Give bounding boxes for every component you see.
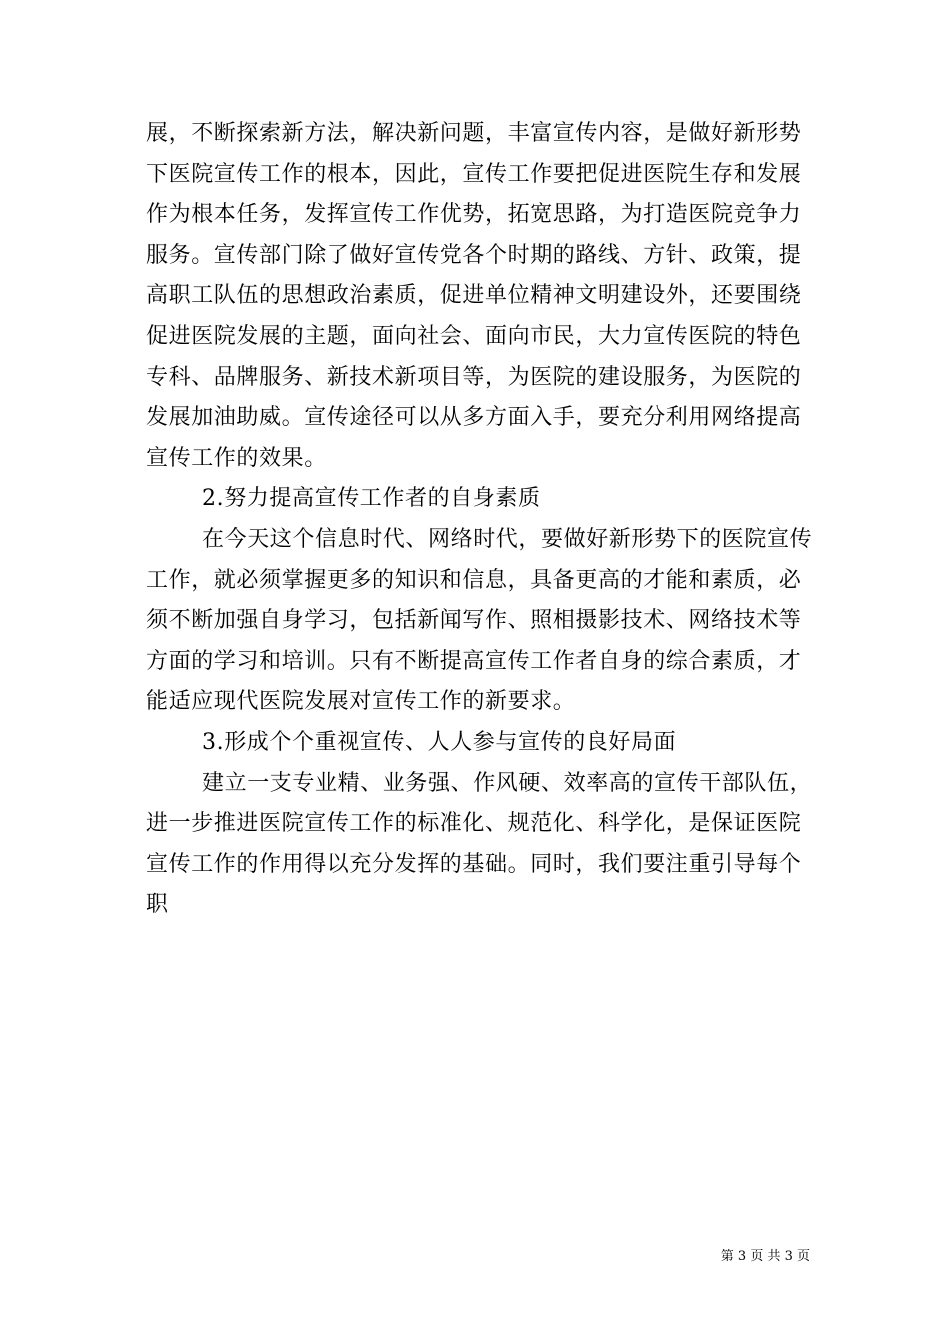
body-text-line: 方面的学习和培训。只有不断提高宣传工作者自身的综合素质，才 [146, 648, 802, 674]
body-text-line: 进一步推进医院宣传工作的标准化、规范化、科学化，是保证医院 [146, 811, 802, 837]
body-text-line: 展，不断探索新方法，解决新问题，丰富宣传内容，是做好新形势 [146, 121, 802, 146]
body-text-line: 须不断加强自身学习，包括新闻写作、照相摄影技术、网络技术等 [146, 608, 802, 634]
section-heading-2: 2.努力提高宣传工作者的自身素质 [202, 486, 541, 512]
body-text-line: 宣传工作的作用得以充分发挥的基础。同时，我们要注重引导每个 [146, 851, 802, 877]
body-text-line: 能适应现代医院发展对宣传工作的新要求。 [146, 689, 576, 715]
section-heading-3: 3.形成个个重视宣传、人人参与宣传的良好局面 [202, 729, 677, 755]
document-body [146, 114, 813, 926]
body-text-line: 服务。宣传部门除了做好宣传党各个时期的路线、方针、政策，提 [146, 242, 802, 268]
page-number-footer: 第 3 页 共 3 页 [720, 1249, 810, 1264]
body-text-line: 工作，就必须掌握更多的知识和信息，具备更高的才能和素质，必 [146, 567, 802, 593]
body-text-line: 作为根本任务，发挥宣传工作优势，拓宽思路，为打造医院竞争力 [146, 202, 802, 228]
body-text-line: 高职工队伍的思想政治素质，促进单位精神文明建设外，还要围绕 [146, 283, 802, 309]
body-text-line: 宣传工作的效果。 [146, 445, 327, 471]
paragraph-first-line: 建立一支专业精、业务强、作风硬、效率高的宣传干部队伍， [202, 770, 813, 796]
body-text-line: 下医院宣传工作的根本，因此，宣传工作要把促进医院生存和发展 [146, 161, 802, 187]
body-text-line: 促进医院发展的主题，面向社会、面向市民，大力宣传医院的特色 [146, 323, 802, 349]
body-text-line: 职 [146, 892, 169, 918]
body-text-line: 专科、品牌服务、新技术新项目等，为医院的建设服务，为医院的 [146, 364, 802, 390]
paragraph-first-line: 在今天这个信息时代、网络时代，要做好新形势下的医院宣传 [202, 526, 813, 552]
body-text-line: 发展加油助威。宣传途径可以从多方面入手，要充分利用网络提高 [146, 405, 802, 431]
